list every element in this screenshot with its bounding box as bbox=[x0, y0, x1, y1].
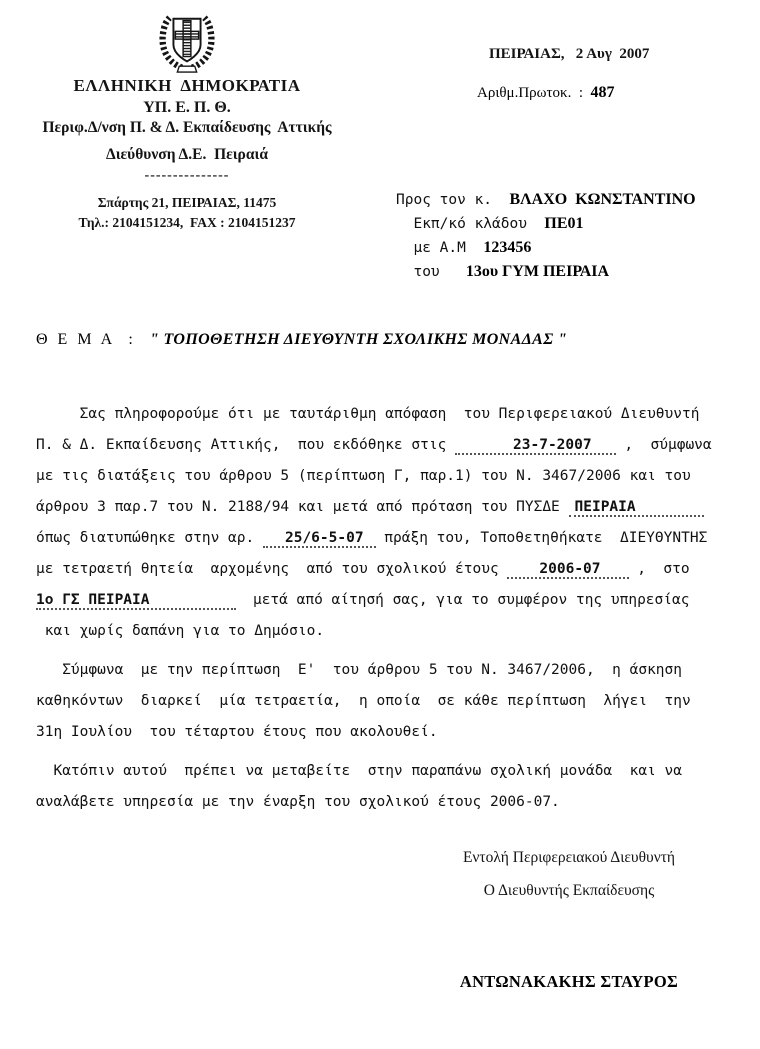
signature-block bbox=[414, 849, 724, 900]
body-text: Σας πληροφορούμε ότι με ταυτάριθμη απόφαση του Περιφερειακού Διευθυντή bbox=[36, 406, 700, 422]
recipient-name: ΒΛΑΧΟ ΚΩΝΣΤΑΝΤΙΝΟ bbox=[509, 191, 696, 208]
body-text: Κατόπιν αυτού πρέπει να μεταβείτε στην παραπάνω σχολική μονάδα και να bbox=[36, 763, 683, 779]
body-text: Σύμφωνα με την περίπτωση Ε' του άρθρου 5 του Ν. 3467/2006, η άσκηση bbox=[36, 662, 683, 678]
body-line bbox=[36, 655, 738, 686]
protocol-number: 487 bbox=[590, 84, 615, 101]
body-line bbox=[36, 756, 738, 787]
recipient-branch: ΠΕ01 bbox=[544, 215, 584, 232]
recipient-block bbox=[396, 188, 696, 284]
body-text: όπως διατυπώθηκε στην αρ. bbox=[36, 530, 263, 546]
letterhead-directorate: Διεύθυνση Δ.Ε. Πειραιά bbox=[106, 146, 268, 163]
recipient-am-label: με Α.Μ bbox=[396, 240, 484, 256]
body-line bbox=[36, 717, 738, 748]
greek-national-emblem-icon bbox=[156, 10, 218, 74]
recipient-school-label: του bbox=[396, 264, 466, 280]
body-line bbox=[36, 585, 738, 616]
recipient-line-school bbox=[396, 260, 696, 284]
body-text: καθηκόντων διαρκεί μία τετραετία, η οποία σε κάθε περίπτωση λήγει την bbox=[36, 693, 691, 709]
body-text: 31η Ιουλίου του τέταρτου έτους που ακολουθεί. bbox=[36, 724, 438, 740]
filled-blank-act-number: 25/6-5-07 bbox=[263, 530, 376, 548]
signature-name: ΑΝΤΩΝΑΚΑΚΗΣ ΣΤΑΥΡΟΣ bbox=[459, 972, 679, 991]
letterhead-regional-directorate: Περιφ.Δ/νση Π. & Δ. Εκπαίδευσης Αττικής bbox=[42, 119, 332, 136]
recipient-line-branch bbox=[396, 212, 696, 236]
letterhead-left bbox=[20, 10, 354, 231]
body-line bbox=[36, 492, 738, 523]
body-line bbox=[36, 461, 738, 492]
body-text: με τις διατάξεις του άρθρου 5 (περίπτωση Γ, παρ.1) του Ν. 3467/2006 και του bbox=[36, 468, 691, 484]
filled-blank-decision-date: 23-7-2007 bbox=[455, 437, 616, 455]
body-text: με τετραετή θητεία αρχομένης από του σχολικού έτους bbox=[36, 561, 508, 577]
subject-text: " ΤΟΠΟΘΕΤΗΣΗ ΔΙΕΥΘΥΝΤΗ ΣΧΟΛΙΚΗΣ ΜΟΝΑΔΑΣ " bbox=[149, 331, 568, 348]
body-text: πράξη του, Τοποθετηθήκατε ΔΙΕΥΘΥΝΤΗΣ bbox=[375, 530, 708, 546]
body-text: αναλάβετε υπηρεσία με την έναρξη του σχολικού έτους 2006-07. bbox=[36, 794, 560, 810]
filled-blank-school-year: 2006-07 bbox=[507, 561, 628, 579]
subject-label: Θ Ε Μ Α : bbox=[36, 331, 150, 348]
protocol-number-line bbox=[477, 84, 615, 102]
letterhead-ministry: ΥΠ. Ε. Π. Θ. bbox=[143, 99, 231, 116]
letter-body bbox=[36, 399, 738, 818]
recipient-am: 123456 bbox=[483, 239, 532, 256]
body-line bbox=[36, 430, 738, 461]
letterhead-divider: --------------- bbox=[144, 168, 230, 183]
body-text: άρθρου 3 παρ.7 του Ν. 2188/94 και μετά από πρόταση του ΠΥΣΔΕ bbox=[36, 499, 569, 515]
protocol-label: Αριθμ.Πρωτοκ. : bbox=[477, 85, 591, 101]
body-text: και χωρίς δαπάνη για το Δημόσιο. bbox=[36, 623, 325, 639]
letterhead-phone-fax: Τηλ.: 2104151234, FAX : 2104151237 bbox=[78, 215, 296, 230]
body-line bbox=[36, 523, 738, 554]
body-text: , σύμφωνα bbox=[615, 437, 712, 453]
body-line bbox=[36, 616, 738, 647]
subject-line bbox=[36, 331, 567, 349]
body-line bbox=[36, 399, 738, 430]
recipient-line-am bbox=[396, 236, 696, 260]
body-line bbox=[36, 787, 738, 818]
city-and-date: ΠΕΙΡΑΙΑΣ, 2 Αυγ 2007 bbox=[489, 46, 650, 62]
body-text: μετά από αίτησή σας, για το συμφέρον της υπηρεσίας bbox=[235, 592, 690, 608]
signature-authority-line: Εντολή Περιφερειακού Διευθυντή bbox=[462, 849, 676, 866]
body-text: , στο bbox=[628, 561, 690, 577]
signature-title-line: Ο Διευθυντής Εκπαίδευσης bbox=[483, 882, 655, 899]
filled-blank-school-unit: 1ο ΓΣ ΠΕΙΡΑΙΑ bbox=[36, 592, 236, 610]
recipient-line-name bbox=[396, 188, 696, 212]
letterhead-state-title: ΕΛΛΗΝΙΚΗ ΔΗΜΟΚΡΑΤΙΑ bbox=[73, 76, 301, 95]
body-text: Π. & Δ. Εκπαίδευσης Αττικής, που εκδόθηκε στις bbox=[36, 437, 456, 453]
body-line bbox=[36, 686, 738, 717]
recipient-school: 13ου ΓΥΜ ΠΕΙΡΑΙΑ bbox=[465, 263, 610, 280]
recipient-to-label: Προς τον κ. bbox=[396, 192, 510, 208]
filled-blank-pysde: ΠΕΙΡΑΙΑ bbox=[569, 499, 704, 517]
letterhead-address: Σπάρτης 21, ΠΕΙΡΑΙΑΣ, 11475 bbox=[97, 195, 277, 210]
body-line bbox=[36, 554, 738, 585]
recipient-branch-label: Εκπ/κό κλάδου bbox=[396, 216, 545, 232]
